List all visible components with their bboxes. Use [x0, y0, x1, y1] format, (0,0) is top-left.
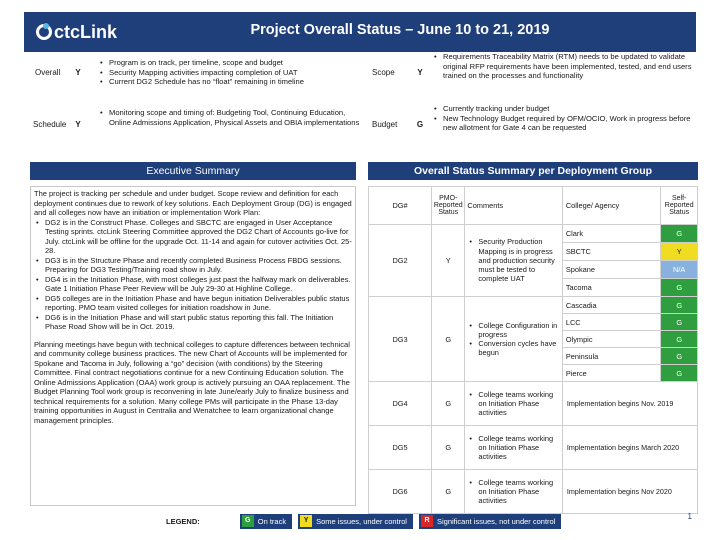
list-item: • College teams working on Initiation Phase activities [467, 434, 559, 462]
overall-status: Y [75, 68, 81, 77]
list-item: • Monitoring scope and timing of: Budgeting Tool, Continuing Education, Online Admissions Application, Physical Assets and OBIA implementations [98, 108, 360, 127]
dg-comments [465, 426, 562, 470]
legend-swatch: G [242, 515, 254, 527]
title-bar [24, 12, 696, 52]
dg-comments [465, 225, 562, 297]
college-name: Peninsula [562, 348, 661, 365]
college-name: Spokane [562, 261, 661, 279]
list-item: • Currently tracking under budget [432, 104, 698, 114]
implementation-note: Implementation begins Nov. 2019 [562, 382, 697, 426]
pmo-status: G [432, 470, 465, 514]
scope-status: Y [417, 68, 423, 77]
list-item: • College teams working on Initiation Phase activities [467, 478, 559, 506]
college-name: Tacoma [562, 279, 661, 297]
list-item: • Requirements Traceability Matrix (RTM) needs to be updated to validate original RFP requirements have been implemented, tested, and end users trained on the processes and functionality [432, 52, 698, 81]
dg-comments [465, 382, 562, 426]
legend-swatch: R [421, 515, 433, 527]
list-item: • DG5 colleges are in the Initiation Phase and have begun initiation Deliverables public status reporting. PMO team visited colleges for initiation roadshow in June. [34, 294, 352, 313]
list-item: • College teams working on Initiation Phase activities [467, 390, 559, 418]
legend-item-green [240, 514, 292, 529]
legend-item-red [419, 514, 561, 529]
college-name: SBCTC [562, 243, 661, 261]
table-row [369, 297, 698, 314]
pmo-status: Y [432, 225, 465, 297]
self-status: G [661, 365, 698, 382]
overall-label: Overall [35, 68, 61, 77]
list-item: • Security Production Mapping is in progress and production security must be tested to complete UAT [467, 237, 559, 283]
college-name: LCC [562, 314, 661, 331]
pmo-status: G [432, 297, 465, 382]
self-status: N/A [661, 261, 698, 279]
implementation-note: Implementation begins Nov 2020 [562, 470, 697, 514]
self-status: G [661, 348, 698, 365]
legend-text: On track [257, 516, 287, 526]
col-self-status: Self-Reported Status [661, 187, 698, 225]
college-name: Cascadia [562, 297, 661, 314]
dg-comments [465, 470, 562, 514]
schedule-bullets [98, 108, 360, 127]
list-item: • DG4 is in the Initiation Phase, with most colleges just past the halfway mark on deliverables. Gate 1 Initiation Phase Peer Review will be July 29-30 at Highline College. [34, 275, 352, 294]
list-item: • DG2 is in the Construct Phase. Colleges and SBCTC are engaged in User Acceptance Testing sprints. ctcLink Steering Committee approved the DG2 Chart of Accounts go-live for July. ctcLink will be offline for the upgrade Oct. 11-14 and again for cutover activities Oct. 25-28. [34, 218, 352, 256]
budget-bullets [432, 104, 698, 133]
list-item: • New Technology Budget required by OFM/OCIO, Work in progress before new allotment for Gate 4 can be requested [432, 114, 698, 133]
legend-text: Some issues, under control [316, 516, 407, 526]
dg-number: DG3 [369, 297, 432, 382]
budget-label: Budget [372, 120, 398, 129]
implementation-note: Implementation begins March 2020 [562, 426, 697, 470]
legend [166, 512, 567, 530]
college-name: Clark [562, 225, 661, 243]
exec-bullets [34, 218, 352, 332]
dg-status-heading: Overall Status Summary per Deployment Group [368, 162, 698, 180]
col-college: College/ Agency [562, 187, 661, 225]
schedule-status: Y [75, 120, 81, 129]
table-row [369, 382, 698, 426]
pmo-status: G [432, 382, 465, 426]
list-item: • Conversion cycles have begun [467, 339, 559, 357]
executive-summary-heading: Executive Summary [30, 162, 356, 180]
page-number: 1 [687, 512, 692, 521]
dg-number: DG6 [369, 470, 432, 514]
overall-bullets [98, 58, 360, 87]
legend-swatch: Y [300, 515, 312, 527]
self-status: G [661, 331, 698, 348]
col-comments: Comments [465, 187, 562, 225]
exec-closing: Planning meetings have begun with technical colleges to capture differences between technical and community college business practices. The new Chart of Accounts will be implemented for Spokane and Tacoma in July, following a “go” decision (with conditions) by the Steering Committee. Final contract negotiations continue for a new Continuing Education solution. The Online Admissions Application (OAA) work group is actively pursuing an OAA replacement. The Budget Planning Tool work group is reconvening in late June/early July to finalize business and technical requirements for a solution. Many college PMs will participate in the Phase 13-day training opportunities in August in Centralia and Wenatchee to learn organizational change management principles. [34, 339, 350, 425]
page-title: Project Overall Status – June 10 to 21, 2019 [250, 22, 550, 38]
legend-item-yellow [298, 514, 413, 529]
dg-number: DG5 [369, 426, 432, 470]
table-header-row [369, 187, 698, 225]
self-status: Y [661, 243, 698, 261]
table-row [369, 470, 698, 514]
self-status: G [661, 297, 698, 314]
scope-bullets [432, 52, 698, 81]
table-row [369, 225, 698, 243]
list-item: • DG6 is in the Initiation Phase and will start public status reporting this fall. The Initiation Phase Road Show will be in Oct. 2019. [34, 313, 352, 332]
legend-label: LEGEND: [166, 516, 200, 526]
scope-label: Scope [372, 68, 395, 77]
list-item: • Security Mapping activities impacting completion of UAT [98, 68, 360, 78]
exec-intro: The project is tracking per schedule and under budget. Scope review and definition for each deployment continues due to rework of key solutions. Each Deployment Group (DG) is engaged and all colleges now have an initiation or implementation Work Plan: [34, 189, 352, 217]
college-name: Olympic [562, 331, 661, 348]
list-item: • Current DG2 Schedule has no “float” remaining in timeline [98, 77, 360, 87]
budget-status: G [416, 120, 424, 129]
dg-number: DG2 [369, 225, 432, 297]
college-name: Pierce [562, 365, 661, 382]
col-pmo-status: PMO-Reported Status [432, 187, 465, 225]
dg-comments [465, 297, 562, 382]
deployment-group-table [368, 186, 698, 514]
self-status: G [661, 314, 698, 331]
list-item: • Program is on track, per timeline, scope and budget [98, 58, 360, 68]
pmo-status: G [432, 426, 465, 470]
legend-text: Significant issues, not under control [436, 516, 556, 526]
logo-text: ctcLink [54, 21, 118, 42]
list-item: • College Configuration in progress [467, 321, 559, 339]
executive-summary [30, 186, 356, 506]
dg-number: DG4 [369, 382, 432, 426]
self-status: G [661, 279, 698, 297]
table-row [369, 426, 698, 470]
self-status: G [661, 225, 698, 243]
list-item: • DG3 is in the Structure Phase and recently completed Business Process FBDG sessions. Preparing for DG3 Testing/Training road show in July. [34, 256, 352, 275]
col-dg: DG# [369, 187, 432, 225]
schedule-label: Schedule [33, 120, 67, 129]
